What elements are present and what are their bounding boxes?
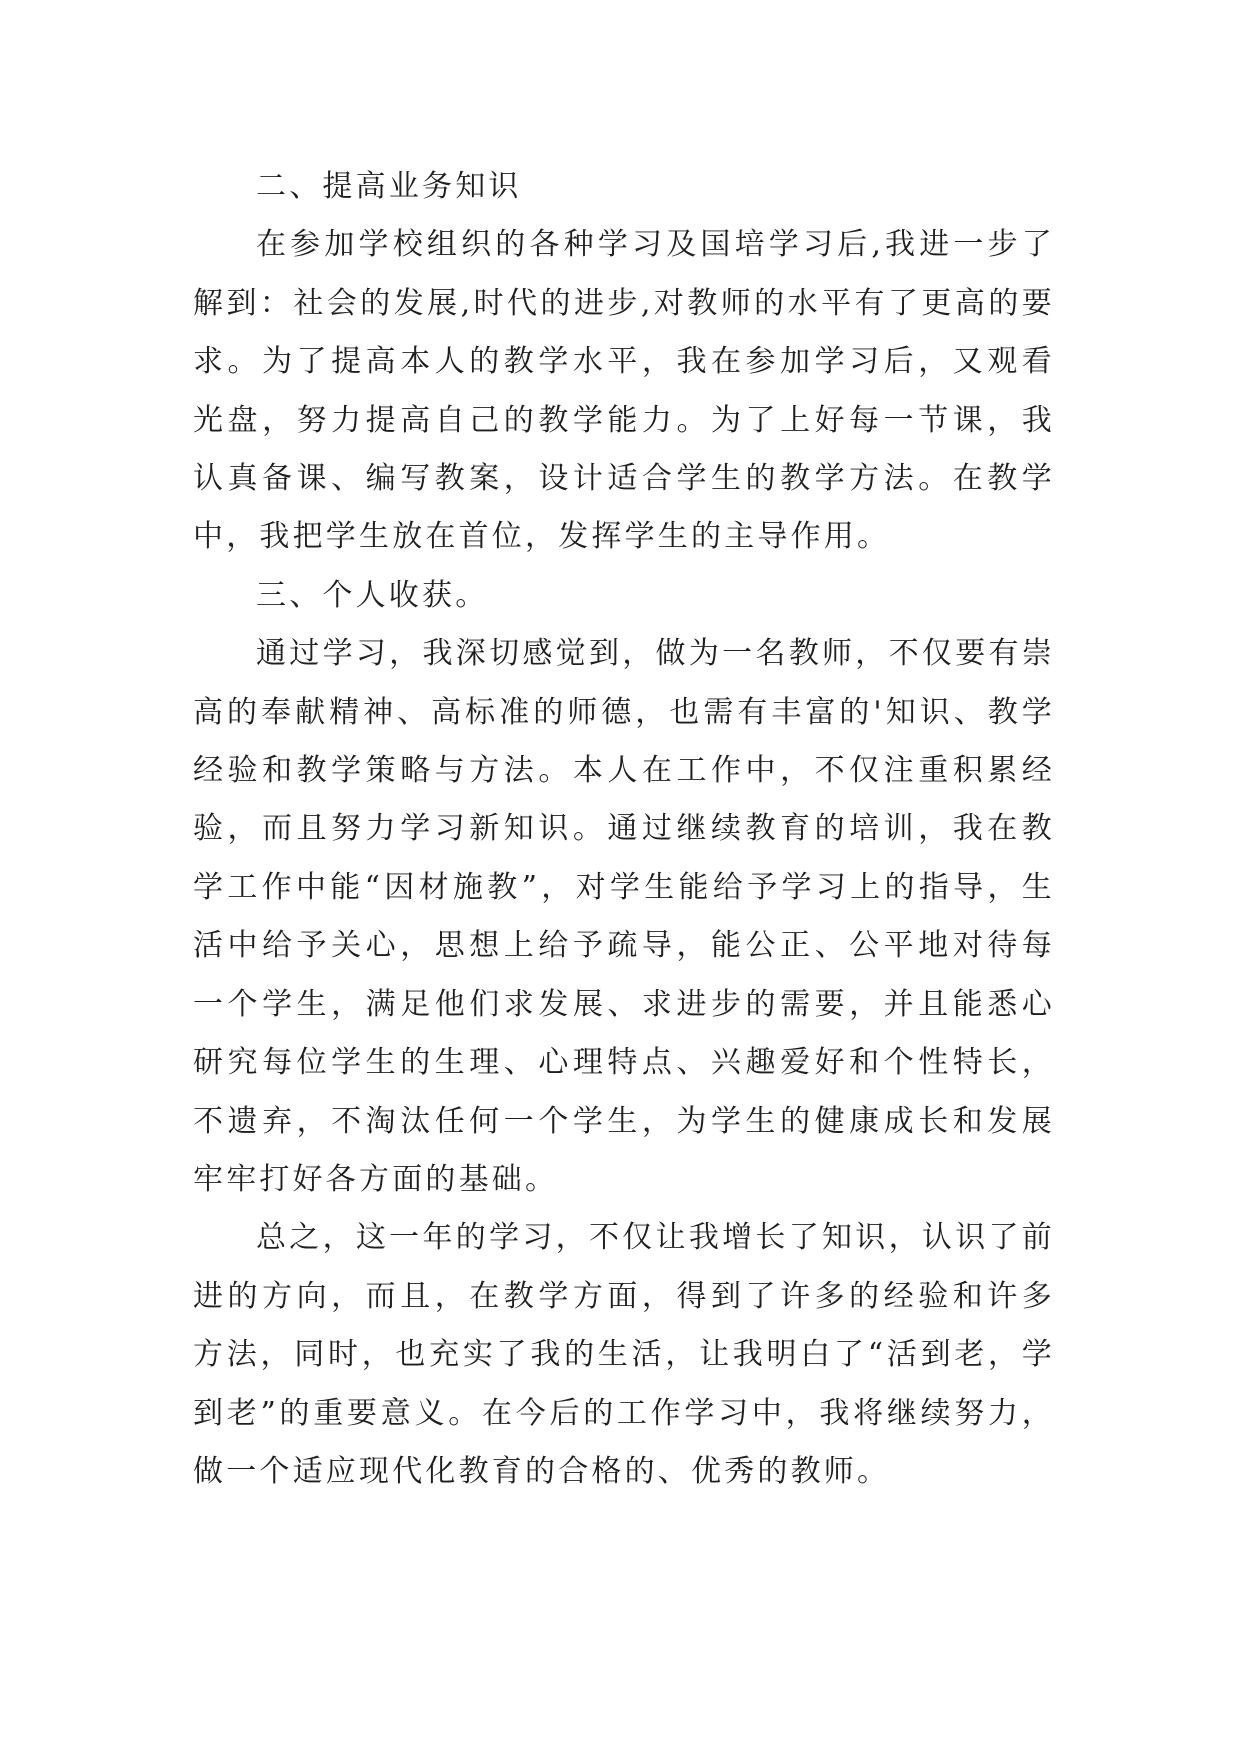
- section-heading-improve-knowledge: 二、提高业务知识: [256, 169, 522, 204]
- paragraph-improve-knowledge: 在参加学校组织的各种学习及国培学习后,我进一步了解到：社会的发展,时代的进步,对教师的水平有了更高的要求。为了提高本人的教学水平，我在参加学习后，又观看光盘，努力提高自己的教学能力。为了上好每一节课，我认真备课、编写教案，设计适合学生的教学方法。在教学中，我把学生放在首位，发挥学生的主导作用。: [193, 227, 1055, 555]
- paragraph-conclusion: 总之，这一年的学习，不仅让我增长了知识，认识了前进的方向，而且，在教学方面，得到了许多的经验和许多方法，同时，也充实了我的生活，让我明白了“活到老，学到老”的重要意义。在今后的工作学习中，我将继续努力，做一个适应现代化教育的合格的、优秀的教师。: [193, 1220, 1055, 1489]
- section-heading-personal-gains: 三、个人收获。: [256, 577, 489, 613]
- paragraph-personal-gains: 通过学习，我深切感觉到，做为一名教师，不仅要有崇高的奉献精神、高标准的师德，也需有丰富的'知识、教学经验和教学策略与方法。本人在工作中，不仅注重积累经验，而且努力学习新知识。通过继续教育的培训，我在教学工作中能“因材施教”，对学生能给予学习上的指导，生活中给予关心，思想上给予疏导，能公正、公平地对待每一个学生，满足他们求发展、求进步的需要，并且能悉心研究每位学生的生理、心理特点、兴趣爱好和个性特长，不遗弃，不淘汰任何一个学生，为学生的健康成长和发展牢牢打好各方面的基础。: [193, 636, 1055, 1197]
- document-body: [193, 158, 1055, 1501]
